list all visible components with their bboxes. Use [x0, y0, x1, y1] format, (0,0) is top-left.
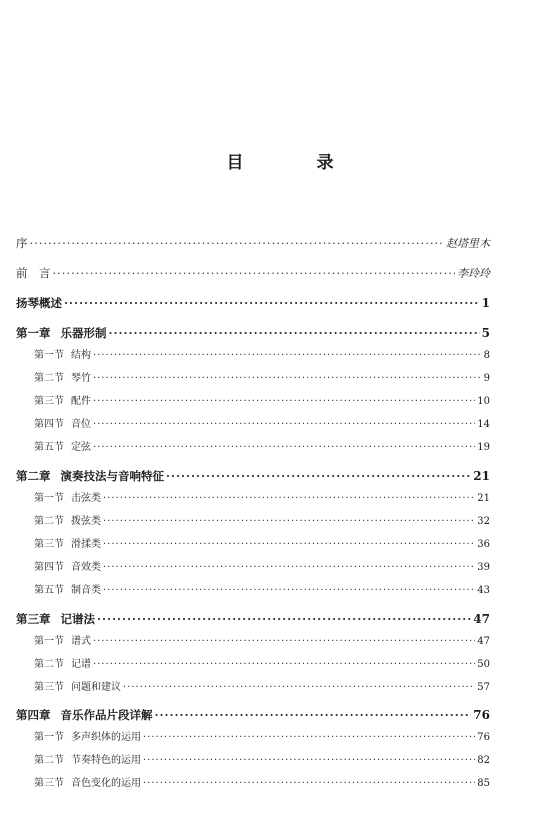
toc-entry-foreword[interactable]: [16, 264, 490, 283]
section-number: 第二节: [34, 755, 64, 766]
toc-label: [34, 559, 101, 577]
dot-leader: [103, 513, 475, 531]
toc-page-number: 76: [477, 732, 490, 743]
toc-section[interactable]: [34, 490, 490, 508]
section-number: 第五节: [34, 585, 64, 596]
toc-page-number: 85: [477, 778, 490, 789]
section-title: 记谱: [71, 659, 91, 670]
chapter-number: 第二章: [16, 469, 51, 483]
dot-leader: [123, 679, 475, 697]
toc-page-number: 76: [473, 708, 490, 722]
toc-page-number: 32: [477, 516, 490, 527]
section-number: 第三节: [34, 396, 64, 407]
chapter-title: 记谱法: [60, 612, 95, 626]
toc-label: [34, 347, 91, 365]
toc-section[interactable]: [34, 582, 490, 600]
section-title: 结构: [71, 350, 91, 361]
toc-label: [34, 513, 101, 531]
dot-leader: [155, 706, 472, 724]
toc-page-number: 14: [477, 419, 490, 430]
section-title: 音色变化的运用: [71, 778, 141, 789]
toc-author: 赵塔里木: [446, 237, 490, 250]
dot-leader: [103, 582, 475, 600]
toc-section[interactable]: [34, 439, 490, 457]
toc-section[interactable]: [34, 559, 490, 577]
section-title: 音位: [71, 419, 91, 430]
toc-page-number: 8: [483, 350, 490, 361]
toc-section[interactable]: [34, 513, 490, 531]
section-number: 第一节: [34, 636, 64, 647]
toc-page-number: 39: [477, 562, 490, 573]
toc-label: [34, 393, 91, 411]
toc-page-number: 82: [477, 755, 490, 766]
section-title: 琴竹: [71, 373, 91, 384]
chapter-title: 演奏技法与音响特征: [60, 469, 164, 483]
dot-leader: [93, 347, 482, 365]
toc-page-number: 47: [477, 636, 490, 647]
dot-leader: [93, 656, 475, 674]
section-title: 制音类: [71, 585, 101, 596]
dot-leader: [103, 536, 475, 554]
toc-label: [34, 536, 101, 554]
toc-label: [16, 706, 153, 724]
section-number: 第四节: [34, 419, 64, 430]
section-title: 拨弦类: [71, 516, 101, 527]
section-title: 击弦类: [71, 493, 101, 504]
toc-chapter-1[interactable]: [16, 324, 490, 342]
toc-page-number: 21: [477, 493, 490, 504]
toc-section[interactable]: [34, 393, 490, 411]
section-title: 谱式: [71, 636, 91, 647]
toc-label: 扬琴概述: [16, 296, 62, 310]
dot-leader: [93, 370, 482, 388]
toc-page-number: 36: [477, 539, 490, 550]
toc-label: [34, 775, 141, 793]
section-number: 第一节: [34, 350, 64, 361]
dot-leader: [103, 559, 475, 577]
section-number: 第三节: [34, 682, 64, 693]
dot-leader: [93, 439, 475, 457]
dot-leader: [97, 610, 471, 628]
toc-page-number: 10: [477, 396, 490, 407]
chapter-number: 第四章: [16, 708, 51, 722]
section-number: 第一节: [34, 493, 64, 504]
chapter-title: 乐器形制: [60, 326, 107, 340]
toc-page-number: 5: [481, 326, 490, 340]
toc-page-number: 9: [483, 373, 490, 384]
dot-leader: [143, 752, 475, 770]
toc-page-number: 47: [473, 612, 490, 626]
toc-page-number: 19: [477, 442, 490, 453]
dot-leader: [93, 393, 475, 411]
toc-page-number: 21: [473, 469, 490, 483]
toc-label: 前 言: [16, 266, 51, 280]
toc-label: [34, 439, 91, 457]
toc-label: 序: [16, 236, 28, 250]
section-title: 定弦: [71, 442, 91, 453]
toc-label: [16, 324, 107, 342]
toc-label: [34, 490, 101, 508]
toc-section[interactable]: [34, 729, 490, 747]
toc-label: [34, 729, 141, 747]
dot-leader: [93, 633, 475, 651]
section-title: 配件: [71, 396, 91, 407]
toc-page-number: 43: [477, 585, 490, 596]
toc-entry-preface[interactable]: [16, 234, 490, 253]
toc-section[interactable]: [34, 656, 490, 674]
section-number: 第四节: [34, 562, 64, 573]
chapter-number: 第三章: [16, 612, 51, 626]
section-title: 多声织体的运用: [71, 732, 141, 743]
toc-label: [34, 656, 91, 674]
toc-chapter-2[interactable]: [16, 467, 490, 485]
chapter-number: 第一章: [16, 326, 51, 340]
section-title: 节奏特色的运用: [71, 755, 141, 766]
section-title: 滑揉类: [71, 539, 101, 550]
toc-section[interactable]: [34, 347, 490, 365]
page-title: 目 录: [226, 153, 362, 173]
section-number: 第五节: [34, 442, 64, 453]
section-number: 第二节: [34, 516, 64, 527]
toc-label: [34, 752, 141, 770]
toc-section[interactable]: [34, 536, 490, 554]
toc-label: [34, 416, 91, 434]
dot-leader: [53, 264, 456, 282]
toc-section[interactable]: [34, 679, 490, 697]
dot-leader: [109, 324, 480, 342]
toc-page-number: 50: [477, 659, 490, 670]
section-title: 问题和建议: [71, 682, 121, 693]
toc-section[interactable]: [34, 752, 490, 770]
toc-label: [16, 467, 164, 485]
dot-leader: [93, 416, 475, 434]
section-title: 音效类: [71, 562, 101, 573]
toc-author: 李玲玲: [457, 267, 490, 280]
dot-leader: [143, 729, 475, 747]
section-number: 第一节: [34, 732, 64, 743]
toc-section[interactable]: [34, 775, 490, 793]
toc-page-number: 57: [477, 682, 490, 693]
section-number: 第三节: [34, 539, 64, 550]
dot-leader: [166, 467, 471, 485]
toc-entry-overview[interactable]: [16, 294, 490, 312]
toc-label: [34, 582, 101, 600]
toc-chapter-3[interactable]: [16, 610, 490, 628]
chapter-title: 音乐作品片段详解: [60, 708, 153, 722]
toc-chapter-4[interactable]: [16, 706, 490, 724]
toc-label: [34, 633, 91, 651]
toc-section[interactable]: [34, 370, 490, 388]
toc-label: [34, 679, 121, 697]
dot-leader: [143, 775, 475, 793]
toc-label: [16, 610, 95, 628]
toc-label: [34, 370, 91, 388]
dot-leader: [64, 294, 480, 312]
section-number: 第三节: [34, 778, 64, 789]
dot-leader: [103, 490, 475, 508]
section-number: 第二节: [34, 659, 64, 670]
toc-section[interactable]: [34, 633, 490, 651]
dot-leader: [30, 234, 445, 252]
toc-section[interactable]: [34, 416, 490, 434]
toc-page-number: 1: [481, 296, 490, 310]
section-number: 第二节: [34, 373, 64, 384]
